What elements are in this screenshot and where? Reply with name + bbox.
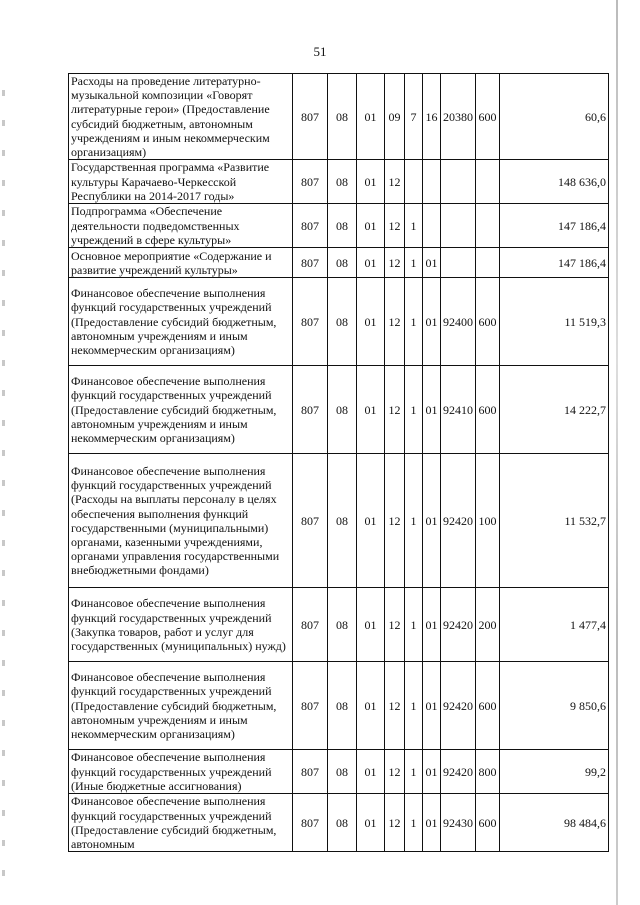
row-name: Финансовое обеспечение выполнения функций государственных учреждений (Расходы на выплаты персоналу в целях обеспечения выполнения функций государственными (муниципальными) органами, казенными учреждениями, органами управления государственными внебюджетными фондами)	[69, 454, 293, 588]
row-name: Финансовое обеспечение выполнения функций государственных учреждений (Иные бюджетные ассигнования)	[69, 750, 293, 794]
code-vedomstvo: 807	[293, 160, 328, 204]
table-row	[69, 794, 609, 852]
code-razdel: 08	[328, 794, 357, 852]
code-razdel: 08	[328, 204, 357, 248]
code-vid: 600	[476, 662, 500, 750]
code-event: 01	[423, 248, 441, 278]
code-program: 12	[385, 204, 405, 248]
row-amount: 147 186,4	[500, 248, 609, 278]
scan-left-marks	[2, 90, 5, 890]
code-direction	[441, 204, 476, 248]
budget-table	[68, 73, 609, 852]
code-subprogram: 1	[405, 794, 423, 852]
row-name: Расходы на проведение литературно-музыкальной композиции «Говорят литературные герои» (Предоставление субсидий бюджетным, автономным учреждениям и иным некоммерческим организациям)	[69, 74, 293, 160]
table-row	[69, 750, 609, 794]
code-razdel: 08	[328, 160, 357, 204]
code-vedomstvo: 807	[293, 750, 328, 794]
code-event: 01	[423, 794, 441, 852]
code-direction: 92430	[441, 794, 476, 852]
code-subprogram	[405, 160, 423, 204]
code-subprogram: 1	[405, 204, 423, 248]
code-vid: 600	[476, 278, 500, 366]
code-podrazdel: 01	[357, 794, 385, 852]
code-direction: 92420	[441, 454, 476, 588]
code-vid	[476, 160, 500, 204]
code-direction: 92420	[441, 750, 476, 794]
code-podrazdel: 01	[357, 454, 385, 588]
code-event	[423, 204, 441, 248]
code-podrazdel: 01	[357, 278, 385, 366]
table-row	[69, 204, 609, 248]
table-row	[69, 588, 609, 662]
code-vedomstvo: 807	[293, 662, 328, 750]
code-direction: 92400	[441, 278, 476, 366]
code-razdel: 08	[328, 74, 357, 160]
code-podrazdel: 01	[357, 204, 385, 248]
code-podrazdel: 01	[357, 588, 385, 662]
code-event: 16	[423, 74, 441, 160]
code-vid: 100	[476, 454, 500, 588]
row-name: Основное мероприятие «Содержание и развитие учреждений культуры»	[69, 248, 293, 278]
row-amount: 14 222,7	[500, 366, 609, 454]
code-podrazdel: 01	[357, 160, 385, 204]
code-subprogram: 7	[405, 74, 423, 160]
code-vedomstvo: 807	[293, 248, 328, 278]
code-razdel: 08	[328, 278, 357, 366]
row-amount: 11 532,7	[500, 454, 609, 588]
code-program: 12	[385, 750, 405, 794]
row-name: Финансовое обеспечение выполнения функций государственных учреждений (Закупка товаров, работ и услуг для государственных (муниципальных) нужд)	[69, 588, 293, 662]
code-vedomstvo: 807	[293, 74, 328, 160]
code-razdel: 08	[328, 750, 357, 794]
code-direction	[441, 248, 476, 278]
table-row	[69, 74, 609, 160]
row-name: Финансовое обеспечение выполнения функций государственных учреждений (Предоставление субсидий бюджетным, автономным учреждениям и иным некоммерческим организациям)	[69, 662, 293, 750]
row-name: Финансовое обеспечение выполнения функций государственных учреждений (Предоставление субсидий бюджетным, автономным учреждениям и иным некоммерческим организациям)	[69, 278, 293, 366]
code-program: 12	[385, 794, 405, 852]
row-amount: 11 519,3	[500, 278, 609, 366]
code-program: 12	[385, 588, 405, 662]
row-amount: 99,2	[500, 750, 609, 794]
row-amount: 1 477,4	[500, 588, 609, 662]
row-amount: 98 484,6	[500, 794, 609, 852]
code-vid: 600	[476, 74, 500, 160]
code-vid: 600	[476, 366, 500, 454]
code-razdel: 08	[328, 454, 357, 588]
page-number: 51	[313, 44, 327, 59]
code-vedomstvo: 807	[293, 278, 328, 366]
code-program: 12	[385, 160, 405, 204]
code-program: 09	[385, 74, 405, 160]
code-podrazdel: 01	[357, 750, 385, 794]
code-podrazdel: 01	[357, 248, 385, 278]
code-vedomstvo: 807	[293, 366, 328, 454]
code-program: 12	[385, 662, 405, 750]
row-amount: 9 850,6	[500, 662, 609, 750]
code-program: 12	[385, 454, 405, 588]
code-subprogram: 1	[405, 366, 423, 454]
code-subprogram: 1	[405, 662, 423, 750]
code-event: 01	[423, 366, 441, 454]
code-vid	[476, 204, 500, 248]
code-subprogram: 1	[405, 454, 423, 588]
code-podrazdel: 01	[357, 74, 385, 160]
row-amount: 147 186,4	[500, 204, 609, 248]
code-event: 01	[423, 278, 441, 366]
code-subprogram: 1	[405, 750, 423, 794]
code-podrazdel: 01	[357, 662, 385, 750]
code-vid: 200	[476, 588, 500, 662]
table-row	[69, 278, 609, 366]
row-name: Подпрограмма «Обеспечение деятельности подведомственных учреждений в сфере культуры»	[69, 204, 293, 248]
code-razdel: 08	[328, 662, 357, 750]
row-name: Финансовое обеспечение выполнения функций государственных учреждений (Предоставление субсидий бюджетным, автономным	[69, 794, 293, 852]
code-event: 01	[423, 588, 441, 662]
code-subprogram: 1	[405, 278, 423, 366]
code-vedomstvo: 807	[293, 588, 328, 662]
code-direction: 92420	[441, 662, 476, 750]
code-direction: 92420	[441, 588, 476, 662]
table-row	[69, 160, 609, 204]
scan-right-edge	[616, 0, 618, 905]
code-event: 01	[423, 750, 441, 794]
code-vedomstvo: 807	[293, 204, 328, 248]
table-row	[69, 662, 609, 750]
code-vedomstvo: 807	[293, 454, 328, 588]
code-program: 12	[385, 278, 405, 366]
table-row	[69, 248, 609, 278]
code-vid	[476, 248, 500, 278]
code-program: 12	[385, 248, 405, 278]
code-event	[423, 160, 441, 204]
code-program: 12	[385, 366, 405, 454]
code-direction: 20380	[441, 74, 476, 160]
code-subprogram: 1	[405, 248, 423, 278]
code-event: 01	[423, 454, 441, 588]
code-razdel: 08	[328, 366, 357, 454]
table-row	[69, 366, 609, 454]
code-subprogram: 1	[405, 588, 423, 662]
code-direction: 92410	[441, 366, 476, 454]
code-event: 01	[423, 662, 441, 750]
row-name: Финансовое обеспечение выполнения функций государственных учреждений (Предоставление субсидий бюджетным, автономным учреждениям и иным некоммерческим организациям)	[69, 366, 293, 454]
row-name: Государственная программа «Развитие культуры Карачаево-Черкесской Республики на 2014-2017 годы»	[69, 160, 293, 204]
table-row	[69, 454, 609, 588]
code-direction	[441, 160, 476, 204]
code-vid: 600	[476, 794, 500, 852]
row-amount: 148 636,0	[500, 160, 609, 204]
row-amount: 60,6	[500, 74, 609, 160]
code-podrazdel: 01	[357, 366, 385, 454]
code-vid: 800	[476, 750, 500, 794]
code-razdel: 08	[328, 248, 357, 278]
code-razdel: 08	[328, 588, 357, 662]
code-vedomstvo: 807	[293, 794, 328, 852]
